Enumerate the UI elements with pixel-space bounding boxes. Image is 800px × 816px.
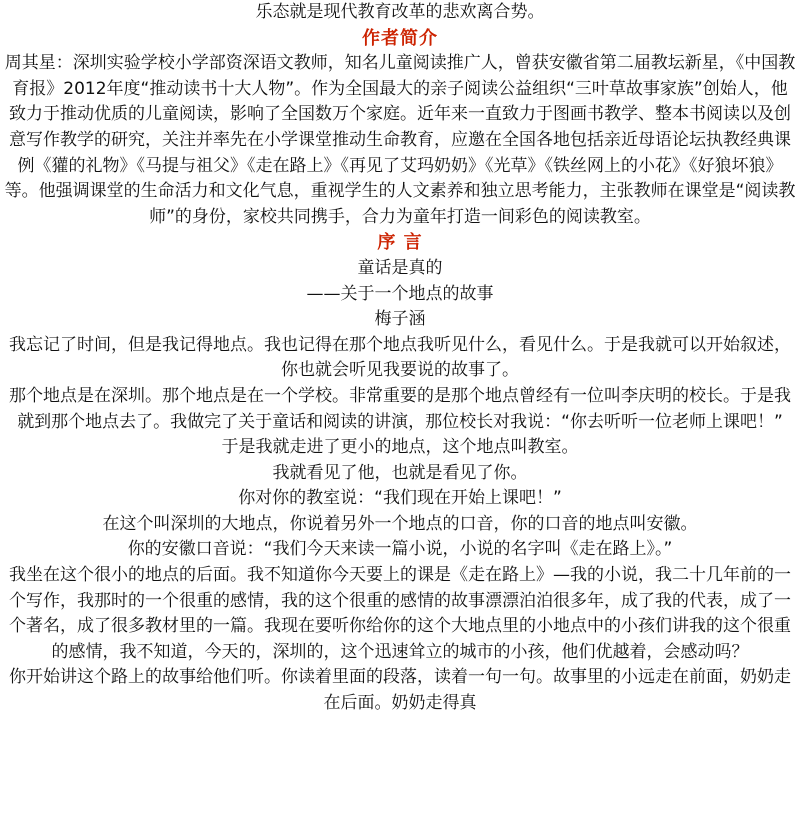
paragraph: 我忘记了时间，但是我记得地点。我也记得在那个地点我听见什么，看见什么。于是我就可以开始叙述，你也就会听见我要说的故事了。 (9, 334, 791, 381)
author-heading: 作者简介 (362, 27, 438, 49)
paragraph: 你开始讲这个路上的故事给他们听。你读着里面的段落，读着一句一句。故事里的小远走在前面，奶奶走在后面。奶奶走得真 (9, 667, 791, 714)
paragraph: 我坐在这个很小的地点的后面。我不知道你今天要上的课是《走在路上》—我的小说，我二十几年前的一个写作，我那时的一个很重的感情，我的这个很重的感情的故事漂漂泊泊很多年，成了我的代表，成了一个著名，成了很多教材里的一篇。我现在要听你给你的这个大地点里的小地点中的小孩们讲我的这个很重的感情，我不知道，今天的，深圳的，这个迅速耸立的城市的小孩，他们优越着，会感动吗？ (9, 565, 791, 662)
paragraph: 那个地点是在深圳。那个地点是在一个学校。非常重要的是那个地点曾经有一位叫李庆明的校长。于是我就到那个地点去了。我做完了关于童话和阅读的讲演，那位校长对我说：“你去听听一位老师上课吧！” (9, 385, 791, 432)
preface-subtitle: ——关于一个地点的故事 (306, 283, 494, 304)
paragraph: 于是我就走进了更小的地点，这个地点叫教室。 (221, 437, 579, 458)
paragraph: 在这个叫深圳的大地点，你说着另外一个地点的口音，你的口音的地点叫安徽。 (102, 513, 698, 534)
preface-author: 梅子涵 (374, 309, 426, 330)
paragraph: 我就看见了他，也就是看见了你。 (272, 462, 528, 483)
intro-tail-text: 乐态就是现代教育改革的悲欢离合势。 (255, 2, 545, 22)
author-bio: 周其星：深圳实验学校小学部资深语文教师，知名儿童阅读推广人，曾获安徽省第二届教坛新星，《中国教育报》2012年度“推动读书十大人物”。作为全国最大的亲子阅读公益组织“三叶草故事家族”创始人，他致力于推动优质的儿童阅读，影响了全国数万个家庭。近年来一直致力于图画书教学、整本书阅读以及创意写作教学的研究，关注并率先在小学课堂推动生命教育，应邀在全国各地包括亲近母语论坛执教经典课例《獾的礼物》《马提与祖父》《走在路上》《再见了艾玛奶奶》《光草》《铁丝网上的小花》《好狼坏狼》等。他强调课堂的生命活力和文化气息，重视学生的人文素养和独立思考能力，主张教师在课堂是“阅读教师”的身份，家校共同携手，合力为童年打造一间彩色的阅读教室。 (4, 53, 796, 227)
preface-title: 童话是真的 (357, 257, 443, 278)
preface-heading: 序 言 (377, 232, 423, 254)
paragraph: 你对你的教室说：“我们现在开始上课吧！” (238, 488, 562, 509)
paragraph: 你的安徽口音说：“我们今天来读一篇小说，小说的名字叫《走在路上》。” (127, 539, 673, 560)
